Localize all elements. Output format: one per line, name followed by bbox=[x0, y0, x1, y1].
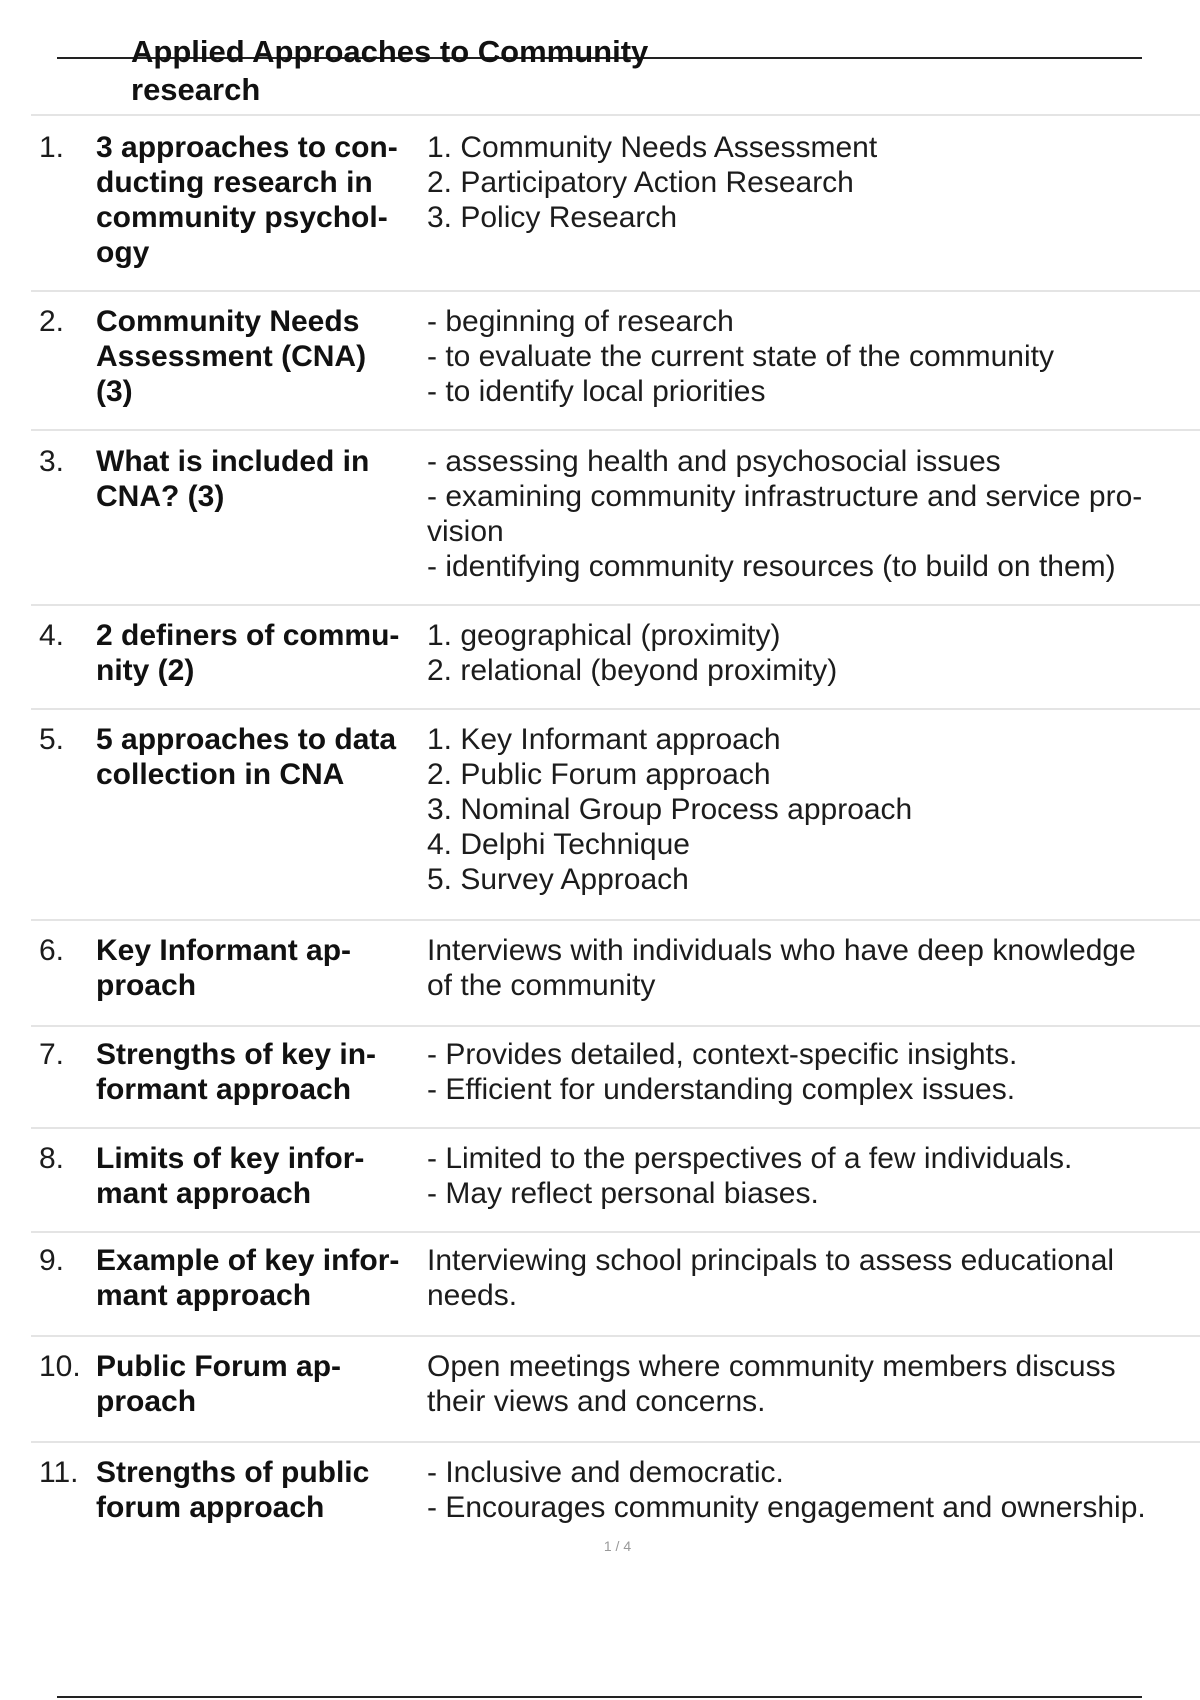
term-line: ducting research in bbox=[96, 166, 373, 199]
table-row bbox=[31, 921, 1200, 1025]
definition-line: 3. Nominal Group Process approach bbox=[427, 793, 913, 826]
definition bbox=[427, 1243, 1200, 1313]
row-number: 8. bbox=[39, 1142, 65, 1175]
term-line: 5 approaches to data bbox=[96, 723, 397, 756]
title-line: Applied Approaches to Community bbox=[131, 34, 649, 69]
definition bbox=[427, 1037, 1200, 1107]
definition-line: 2. relational (beyond proximity) bbox=[427, 654, 838, 687]
flashcard-list bbox=[31, 114, 1200, 1529]
definition bbox=[427, 618, 1200, 688]
term-line: forum approach bbox=[96, 1491, 325, 1524]
title-line: research bbox=[131, 72, 261, 107]
term bbox=[96, 933, 427, 1003]
definition-line: 1. Key Informant approach bbox=[427, 723, 781, 756]
page-indicator: 1 / 4 bbox=[603, 1538, 632, 1554]
term bbox=[96, 1455, 427, 1525]
definition-line: 1. Community Needs Assessment bbox=[427, 131, 878, 164]
term-line: CNA? (3) bbox=[96, 480, 225, 513]
definition-line: - May reflect personal biases. bbox=[427, 1177, 819, 1210]
term bbox=[96, 1243, 427, 1313]
page-title bbox=[131, 33, 831, 109]
term-line: (3) bbox=[96, 375, 133, 408]
definition-line: - Inclusive and democratic. bbox=[427, 1456, 784, 1489]
definition-line: - examining community infrastructure and service pro- bbox=[427, 480, 1143, 513]
definition-line: - assessing health and psychosocial issues bbox=[427, 445, 1001, 478]
term-line: Strengths of public bbox=[96, 1456, 370, 1489]
table-row bbox=[31, 1337, 1200, 1441]
table-row bbox=[31, 1233, 1200, 1335]
table-row bbox=[31, 710, 1200, 919]
row-number: 6. bbox=[39, 934, 65, 967]
term bbox=[96, 130, 427, 270]
term bbox=[96, 1037, 427, 1107]
definition-line: 1. geographical (proximity) bbox=[427, 619, 781, 652]
term-line: Key Informant ap- bbox=[96, 934, 352, 967]
term-line: proach bbox=[96, 1385, 197, 1418]
term-line: nity (2) bbox=[96, 654, 195, 687]
term-line: collection in CNA bbox=[96, 758, 345, 791]
definition-line: 2. Public Forum approach bbox=[427, 758, 771, 791]
term-line: Strengths of key in- bbox=[96, 1038, 377, 1071]
term bbox=[96, 618, 427, 688]
term-line: What is included in bbox=[96, 445, 370, 478]
definition bbox=[427, 722, 1200, 897]
term-line: mant approach bbox=[96, 1177, 312, 1210]
definition-line: 2. Participatory Action Research bbox=[427, 166, 854, 199]
term-line: community psychol- bbox=[96, 201, 388, 234]
definition-line: - beginning of research bbox=[427, 305, 734, 338]
definition-line: of the community bbox=[427, 969, 656, 1002]
row-number: 4. bbox=[39, 619, 65, 652]
definition-line: - identifying community resources (to build on them) bbox=[427, 550, 1116, 583]
table-row bbox=[31, 1129, 1200, 1231]
definition bbox=[427, 1455, 1200, 1525]
definition-line: - Efficient for understanding complex issues. bbox=[427, 1073, 1016, 1106]
definition bbox=[427, 933, 1200, 1003]
term bbox=[96, 1349, 427, 1419]
term-line: formant approach bbox=[96, 1073, 352, 1106]
term-line: ogy bbox=[96, 236, 150, 269]
row-number: 3. bbox=[39, 445, 65, 478]
term-line: 3 approaches to con- bbox=[96, 131, 398, 164]
row-number: 9. bbox=[39, 1244, 65, 1277]
definition-line: 5. Survey Approach bbox=[427, 863, 689, 896]
row-number: 7. bbox=[39, 1038, 65, 1071]
table-row bbox=[31, 1027, 1200, 1127]
row-number: 11. bbox=[39, 1456, 79, 1489]
definition-line: 3. Policy Research bbox=[427, 201, 678, 234]
definition bbox=[427, 304, 1200, 409]
definition-line: - to evaluate the current state of the community bbox=[427, 340, 1054, 373]
definition bbox=[427, 1349, 1200, 1419]
term bbox=[96, 1141, 427, 1211]
table-row bbox=[31, 606, 1200, 708]
table-row bbox=[31, 292, 1200, 429]
definition-line: - Provides detailed, context-specific insights. bbox=[427, 1038, 1018, 1071]
term-line: mant approach bbox=[96, 1279, 312, 1312]
term-line: Public Forum ap- bbox=[96, 1350, 342, 1383]
definition bbox=[427, 1141, 1200, 1211]
definition-line: Open meetings where community members discuss bbox=[427, 1350, 1116, 1383]
row-number: 1. bbox=[39, 131, 65, 164]
definition-line: 4. Delphi Technique bbox=[427, 828, 690, 861]
row-number: 5. bbox=[39, 723, 65, 756]
term-line: Community Needs bbox=[96, 305, 360, 338]
table-row bbox=[31, 116, 1200, 290]
term-line: Limits of key infor- bbox=[96, 1142, 365, 1175]
definition-line: - to identify local priorities bbox=[427, 375, 766, 408]
term bbox=[96, 722, 427, 792]
row-number: 2. bbox=[39, 305, 65, 338]
definition-line: Interviewing school principals to assess educational bbox=[427, 1244, 1115, 1277]
term-line: 2 definers of commu- bbox=[96, 619, 400, 652]
term-line: Assessment (CNA) bbox=[96, 340, 367, 373]
table-row bbox=[31, 1443, 1200, 1529]
definition-line: - Limited to the perspectives of a few individuals. bbox=[427, 1142, 1073, 1175]
definition-line: vision bbox=[427, 515, 504, 548]
row-number: 10. bbox=[39, 1350, 81, 1383]
definition-line: their views and concerns. bbox=[427, 1385, 766, 1418]
definition-line: - Encourages community engagement and ownership. bbox=[427, 1491, 1146, 1524]
definition bbox=[427, 130, 1200, 235]
table-row bbox=[31, 431, 1200, 604]
term-line: proach bbox=[96, 969, 197, 1002]
term bbox=[96, 444, 427, 514]
term-line: Example of key infor- bbox=[96, 1244, 400, 1277]
bottom-rule bbox=[57, 1696, 1142, 1698]
definition bbox=[427, 444, 1200, 584]
definition-line: Interviews with individuals who have deep knowledge bbox=[427, 934, 1136, 967]
definition-line: needs. bbox=[427, 1279, 518, 1312]
term bbox=[96, 304, 427, 409]
